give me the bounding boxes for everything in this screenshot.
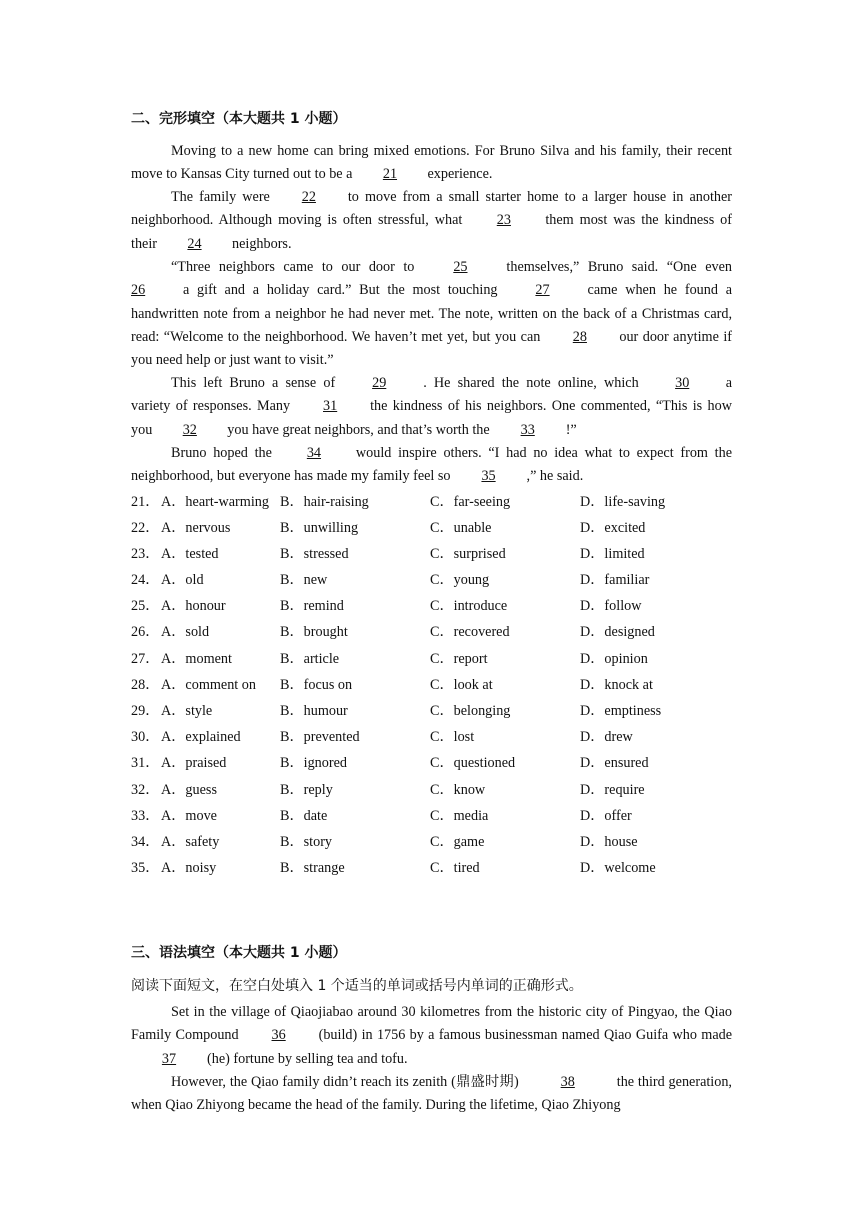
section-heading-cloze: 二、完形填空（本大题共 1 小题）: [131, 111, 347, 127]
option-row: [131, 517, 732, 539]
answer-option: C．tired: [430, 860, 480, 876]
answer-option: C．far-seeing: [430, 494, 511, 510]
answer-option: C．know: [430, 782, 486, 798]
answer-option: C．look at: [430, 677, 493, 693]
answer-option: B．brought: [280, 624, 348, 640]
answer-option: A．safety: [161, 834, 220, 850]
answer-option: D．drew: [580, 729, 633, 745]
blank-32: 32: [182, 421, 197, 438]
answer-option: A．sold: [161, 624, 210, 640]
answer-option: A．guess: [161, 782, 217, 798]
blank-30: 30: [675, 375, 690, 391]
answer-option: A．explained: [161, 729, 241, 745]
answer-option: C．lost: [430, 729, 475, 745]
blank-29: 29: [372, 375, 387, 391]
answer-option: A．praised: [161, 755, 227, 771]
answer-option: B．article: [280, 651, 340, 667]
answer-option: C．recovered: [430, 624, 510, 640]
answer-option: D．welcome: [580, 860, 656, 876]
question-number: 24．: [131, 572, 160, 588]
question-number: 32．: [131, 782, 160, 798]
blank-38: 38: [560, 1074, 575, 1090]
answer-option: B．unwilling: [280, 520, 359, 536]
blank-33: 33: [520, 421, 535, 438]
blank-22: 22: [301, 189, 316, 205]
answer-option: B．story: [280, 834, 333, 850]
grammar-paragraph-2: However, the Qiao family didn’t reach its zenith (鼎盛时期) 38 the third generation, when Qiao Zhiyong became the head of the family. During the lifetime, Qiao Zhiyong: [131, 1071, 732, 1118]
answer-option: D．familiar: [580, 572, 650, 588]
answer-option: A．tested: [161, 546, 219, 562]
answer-option: B．focus on: [280, 677, 353, 693]
answer-option: C．surprised: [430, 546, 506, 562]
answer-option: D．life-saving: [580, 494, 666, 510]
option-row: [131, 674, 732, 696]
answer-option: A．honour: [161, 598, 226, 614]
cloze-paragraph-5: Bruno hoped the 34 would inspire others. “I had no idea what to expect from the neighborhood, but everyone has made my family feel so 35 ,” he said.: [131, 442, 732, 489]
answer-option: B．new: [280, 572, 328, 588]
option-row: [131, 700, 732, 722]
answer-option: B．prevented: [280, 729, 360, 745]
blank-23: 23: [496, 212, 511, 229]
option-row: [131, 543, 732, 565]
blank-34: 34: [306, 445, 322, 461]
option-row: [131, 857, 732, 879]
answer-option: D．limited: [580, 546, 645, 562]
question-number: 26．: [131, 624, 160, 640]
question-number: 28．: [131, 677, 160, 693]
blank-36: 36: [271, 1027, 286, 1044]
cloze-paragraph-4: This left Bruno a sense of 29 . He shared the note online, which 30 a variety of responses. Many 31 the kindness of his neighbors. One commented, “This is how you 32 you have great neighbors, and that’s worth the 33 !”: [131, 372, 732, 442]
blank-28: 28: [572, 328, 587, 345]
cloze-paragraph-2: The family were 22 to move from a small starter home to a larger house in another neighborhood. Although moving is often stressful, what 23 them most was the kindness of their 24 neighbors.: [131, 186, 732, 256]
cloze-paragraph-3: “Three neighbors came to our door to 25 themselves,” Bruno said. “One even26 a gift and a holiday card.” But the most touching 27 came when he found a handwritten note from a neighbor he had never met. The note, written on the back of a Christmas card, read: “Welcome to the neighborhood. We haven’t met yet, but you can 28 our door anytime if you need help or just want to visit.”: [131, 256, 732, 372]
option-row: [131, 726, 732, 748]
option-row: [131, 805, 732, 827]
question-number: 21．: [131, 494, 160, 510]
question-number: 25．: [131, 598, 160, 614]
answer-option: C．report: [430, 651, 488, 667]
question-number: 23．: [131, 546, 160, 562]
question-number: 29．: [131, 703, 160, 719]
answer-option: B．stressed: [280, 546, 349, 562]
blank-27: 27: [535, 282, 550, 299]
option-row: [131, 569, 732, 591]
grammar-paragraph-1: Set in the village of Qiaojiabao around 30 kilometres from the historic city of Pingyao, the Qiao Family Compound 36 (build) in 1756 by a famous businessman named Qiao Guifa who made37 (he) fortune by selling tea and tofu.: [131, 1001, 732, 1071]
answer-option: A．old: [161, 572, 204, 588]
answer-option: D．emptiness: [580, 703, 662, 719]
answer-option: A．comment on: [161, 677, 256, 693]
answer-option: D．knock at: [580, 677, 653, 693]
answer-option: C．questioned: [430, 755, 516, 771]
answer-option: B．strange: [280, 860, 345, 876]
answer-option: D．opinion: [580, 651, 648, 667]
answer-option: C．young: [430, 572, 490, 588]
answer-option: C．media: [430, 808, 489, 824]
question-number: 22．: [131, 520, 160, 536]
blank-25: 25: [453, 259, 468, 275]
option-row: [131, 491, 732, 513]
answer-option: D．follow: [580, 598, 642, 614]
blank-31: 31: [323, 398, 338, 415]
blank-26: 26: [131, 282, 146, 299]
option-row: [131, 621, 732, 643]
answer-option: B．reply: [280, 782, 333, 798]
answer-option: B．remind: [280, 598, 344, 614]
answer-option: D．offer: [580, 808, 632, 824]
blank-35: 35: [481, 468, 496, 485]
blank-37: 37: [161, 1050, 177, 1067]
option-row: [131, 779, 732, 801]
grammar-instruction: 阅读下面短文，在空白处填入 1 个适当的单词或括号内单词的正确形式。: [131, 978, 583, 994]
option-row: [131, 595, 732, 617]
answer-option: C．game: [430, 834, 485, 850]
question-number: 27．: [131, 651, 160, 667]
answer-option: A．style: [161, 703, 213, 719]
answer-option: A．noisy: [161, 860, 217, 876]
question-number: 30．: [131, 729, 160, 745]
answer-option: A．heart-warming: [161, 494, 269, 510]
cloze-paragraph-1: Moving to a new home can bring mixed emotions. For Bruno Silva and his family, their recent move to Kansas City turned out to be a 21 experience.: [131, 140, 732, 187]
option-row: [131, 831, 732, 853]
answer-option: A．nervous: [161, 520, 231, 536]
answer-option: D．ensured: [580, 755, 649, 771]
question-number: 35．: [131, 860, 160, 876]
option-row: [131, 752, 732, 774]
answer-option: D．house: [580, 834, 638, 850]
answer-option: B．date: [280, 808, 328, 824]
answer-option: D．designed: [580, 624, 655, 640]
answer-option: C．unable: [430, 520, 492, 536]
answer-option: D．excited: [580, 520, 646, 536]
answer-option: A．moment: [161, 651, 232, 667]
question-number: 33．: [131, 808, 160, 824]
blank-21: 21: [382, 166, 398, 183]
answer-option: C．introduce: [430, 598, 508, 614]
answer-option: D．require: [580, 782, 645, 798]
option-row: [131, 648, 732, 670]
section-heading-grammar: 三、语法填空（本大题共 1 小题）: [131, 945, 347, 961]
answer-option: A．move: [161, 808, 217, 824]
answer-option: B．humour: [280, 703, 348, 719]
answer-option: B．hair-raising: [280, 494, 369, 510]
answer-option: B．ignored: [280, 755, 347, 771]
question-number: 34．: [131, 834, 160, 850]
question-number: 31．: [131, 755, 160, 771]
blank-24: 24: [187, 235, 202, 252]
answer-option: C．belonging: [430, 703, 511, 719]
